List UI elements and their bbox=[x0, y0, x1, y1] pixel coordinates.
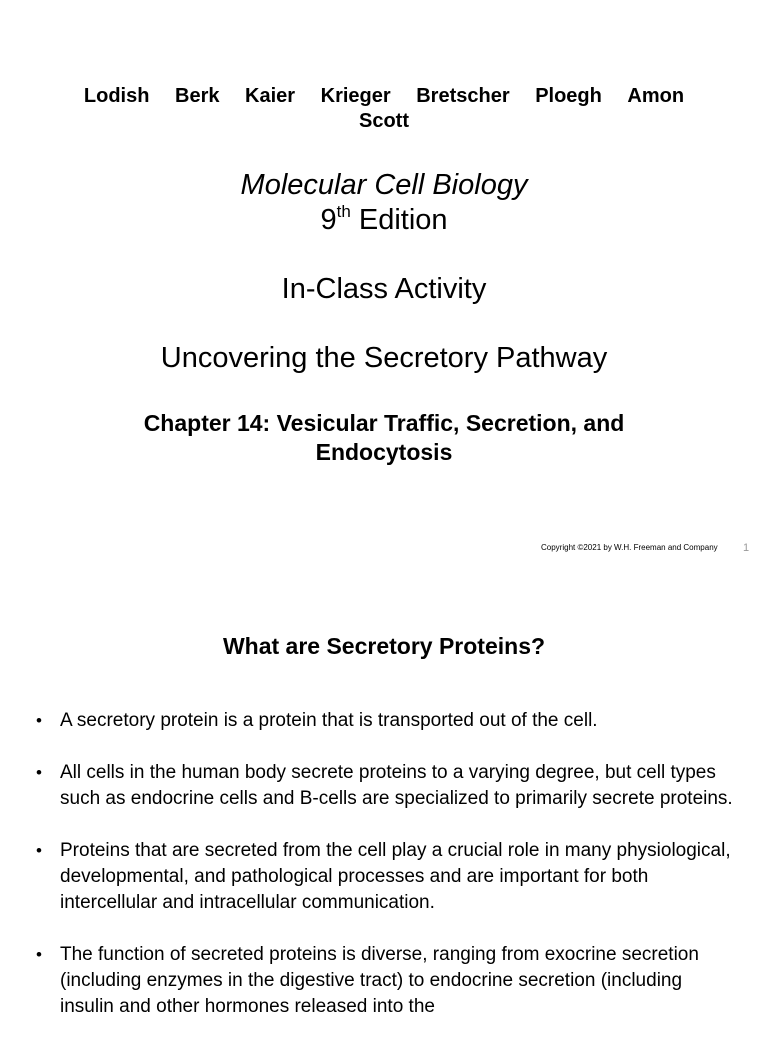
chapter-line: Endocytosis bbox=[315, 439, 453, 465]
author: Bretscher bbox=[416, 85, 510, 107]
edition-superscript: th bbox=[336, 202, 351, 221]
bullet-icon: • bbox=[36, 945, 42, 964]
edition-number: 9 bbox=[320, 204, 337, 236]
chapter-heading bbox=[100, 409, 668, 467]
author: Kaier bbox=[245, 85, 296, 107]
bullet-text: Proteins that are secreted from the cell play a crucial role in many physiological, developmental, and pathological processes and are important for both intercellular and intracellular communication. bbox=[60, 840, 731, 913]
bullet-item bbox=[36, 838, 736, 916]
author-row bbox=[0, 84, 768, 109]
bullet-item bbox=[36, 708, 736, 734]
author: Amon bbox=[627, 85, 685, 107]
book-title: Molecular Cell Biology bbox=[240, 169, 528, 201]
bullet-text: The function of secreted proteins is diverse, ranging from exocrine secretion (including enzymes in the digestive tract) to endocrine secretion (including insulin and other hormones released into the bbox=[60, 944, 699, 1017]
author: Ploegh bbox=[535, 85, 602, 107]
slide-title: What are Secretory Proteins? bbox=[222, 633, 546, 659]
bullet-icon: • bbox=[36, 763, 42, 782]
chapter-line: Chapter 14: Vesicular Traffic, Secretion, and bbox=[143, 410, 625, 436]
author: Berk bbox=[175, 85, 220, 107]
edition bbox=[0, 203, 768, 237]
pathway-heading: Uncovering the Secretory Pathway bbox=[160, 342, 608, 374]
author: Krieger bbox=[320, 85, 391, 107]
page-number: 1 bbox=[743, 542, 750, 554]
bullet-icon: • bbox=[36, 841, 42, 860]
copyright-notice: Copyright ©2021 by W.H. Freeman and Company bbox=[541, 543, 718, 552]
bullet-text: All cells in the human body secrete proteins to a varying degree, but cell types such as endocrine cells and B-cells are specialized to primarily secrete proteins. bbox=[60, 762, 733, 809]
edition-word: Edition bbox=[358, 204, 448, 236]
bullet-icon: • bbox=[36, 711, 42, 730]
content-slide bbox=[0, 570, 768, 1024]
bullet-list bbox=[36, 708, 736, 1046]
bullet-item bbox=[36, 760, 736, 812]
author-list bbox=[0, 84, 768, 134]
activity-heading: In-Class Activity bbox=[281, 273, 487, 305]
author: Scott bbox=[359, 110, 409, 132]
author: Lodish bbox=[83, 85, 150, 107]
bullet-text: A secretory protein is a protein that is transported out of the cell. bbox=[60, 710, 598, 731]
bullet-item bbox=[36, 942, 736, 1020]
